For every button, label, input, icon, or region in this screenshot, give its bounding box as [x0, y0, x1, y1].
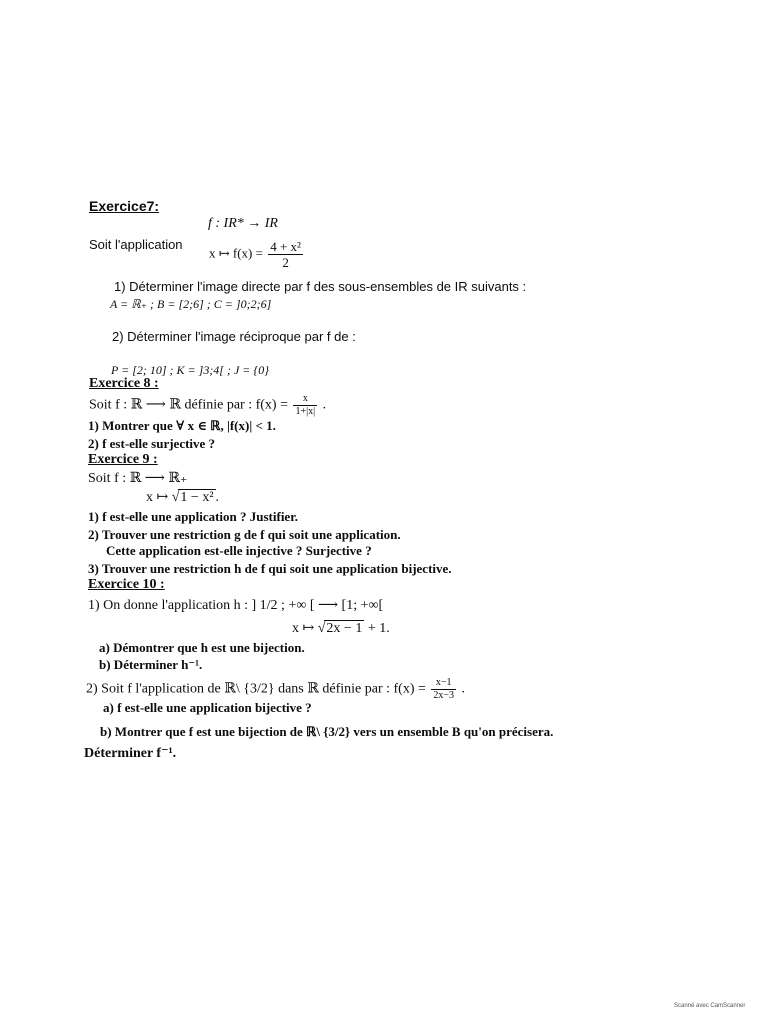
- ex10-question-2a: a) f est-elle une application bijective ?: [103, 700, 312, 715]
- ex8-definition: [89, 394, 326, 417]
- ex10-q1-prefix: 1) On donne l'application h :: [88, 598, 248, 613]
- ex8-question-1: 1) Montrer que ∀ x ∈ ℝ, |f(x)| < 1.: [88, 418, 276, 433]
- exercise-8-title: Exercice 8 :: [89, 376, 159, 391]
- ex9-maps-to: x ↦: [146, 490, 169, 505]
- exercise-7-title: Exercice7:: [89, 198, 160, 214]
- ex8-question-2: 2) f est-elle surjective ?: [88, 436, 216, 451]
- camscanner-watermark: Scanné avec CamScanner: [674, 1003, 746, 1009]
- ex9-sqrt-content: 1 − x²: [180, 490, 214, 505]
- ex7-sets-2: P = [2; 10] ; K = ]3;4[ ; J = {0}: [111, 363, 269, 377]
- ex7-map-line2: [209, 240, 305, 269]
- ex10-q2-fraction: [431, 678, 456, 701]
- ex9-question-2: 2) Trouver une restriction g de f qui soit une application.: [88, 527, 401, 542]
- ex10-sqrt-content: 2x − 1: [326, 621, 363, 636]
- ex10-question-1a: a) Démontrer que h est une bijection.: [99, 640, 305, 655]
- ex7-soit-text: Soit l'application: [89, 237, 183, 252]
- ex9-question-1: 1) f est-elle une application ? Justifier.: [88, 509, 299, 524]
- ex7-map-line1: f : IR* → IR: [208, 216, 278, 231]
- ex9-question-3: 3) Trouver une restriction h de f qui soit une application bijective.: [88, 561, 452, 576]
- ex10-question-1: [88, 597, 383, 614]
- ex7-map-line2-left: x ↦ f(x) =: [209, 245, 263, 261]
- ex10-q1-line2: [292, 620, 390, 637]
- ex8-fraction-numerator: x: [293, 394, 317, 406]
- ex8-fraction-denominator: 1+|x|: [295, 406, 316, 417]
- ex9-sqrt-sign: √: [171, 490, 180, 505]
- ex9-definition-suffix: .: [215, 490, 220, 505]
- ex10-question-1b: b) Déterminer h⁻¹.: [99, 657, 203, 672]
- ex10-q2-denominator: 2x−3: [433, 690, 455, 701]
- ex10-q2-numerator: x−1: [431, 678, 456, 690]
- ex7-fraction-numerator: 4 + x²: [270, 239, 301, 254]
- ex10-question-2: [86, 678, 465, 701]
- ex9-question-2b: Cette application est-elle injective ? Surjective ?: [106, 543, 372, 558]
- ex7-sets-1: A = ℝ₊ ; B = [2;6] ; C = ]0;2;6]: [110, 297, 272, 311]
- ex10-sqrt-sign: √: [317, 621, 326, 636]
- ex10-question-2b: b) Montrer que f est une bijection de ℝ\ {3/2} vers un ensemble B qu'on précisera.: [100, 724, 554, 739]
- ex8-definition-suffix: .: [322, 397, 327, 413]
- ex7-question-2: 2) Déterminer l'image réciproque par f de :: [112, 329, 356, 344]
- ex7-fraction: [268, 240, 303, 269]
- ex10-question-2c: Déterminer f⁻¹.: [84, 746, 177, 761]
- ex9-definition-line2: [146, 489, 219, 506]
- ex9-definition-line1: Soit f : ℝ ⟶ ℝ₊: [88, 471, 188, 486]
- ex10-q1-interval: ] 1/2 ; +∞ [ ⟶ [1; +∞[: [251, 598, 384, 613]
- ex8-fraction: [293, 394, 317, 417]
- ex8-definition-prefix: Soit f : ℝ ⟶ ℝ définie par : f(x) =: [89, 397, 288, 413]
- ex10-q2-prefix: 2) Soit f l'application de ℝ\ {3/2} dans ℝ définie par : f(x) =: [86, 681, 426, 697]
- ex10-q2-suffix: .: [461, 681, 466, 697]
- exercise-9-title: Exercice 9 :: [88, 452, 158, 467]
- exercise-10-title: Exercice 10 :: [88, 577, 165, 592]
- ex10-q1-line2-suffix: + 1.: [367, 621, 390, 636]
- ex7-fraction-denominator: 2: [282, 255, 289, 270]
- ex7-question-1: 1) Déterminer l'image directe par f des sous-ensembles de IR suivants :: [114, 279, 527, 294]
- ex10-maps-to: x ↦: [292, 621, 315, 636]
